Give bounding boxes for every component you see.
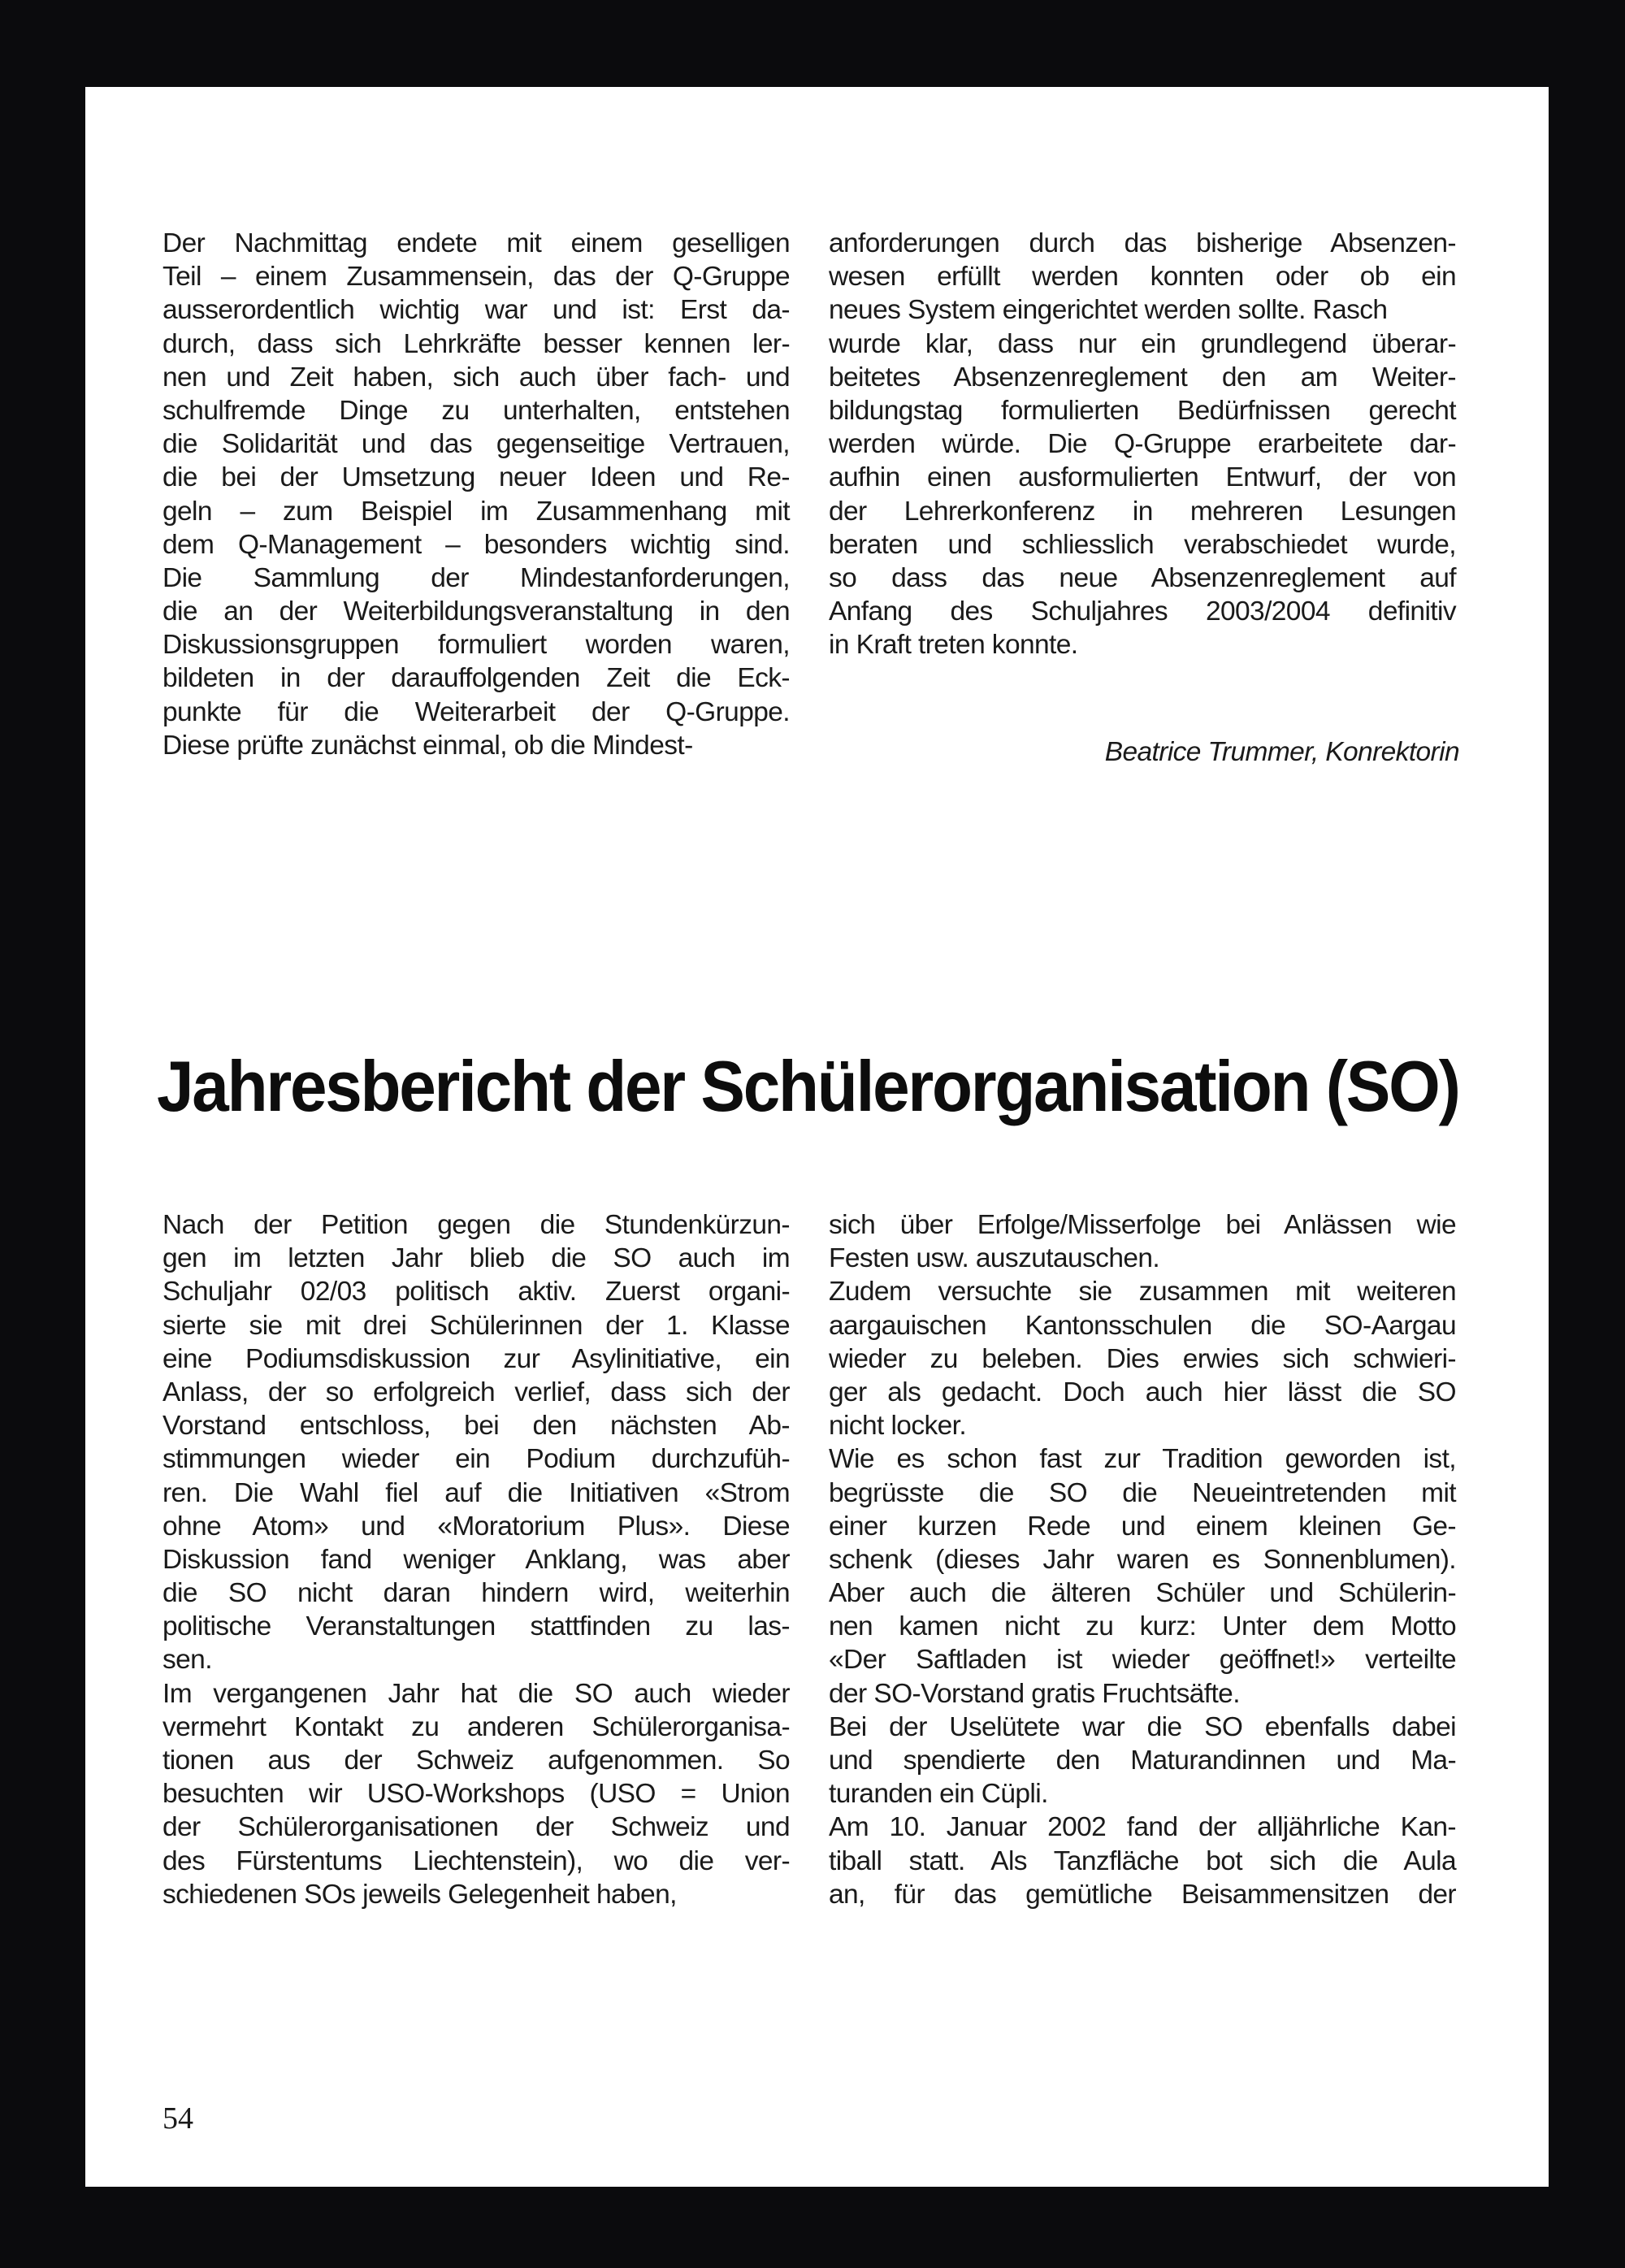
text-line: beitetes Absenzenreglement den am Weiter- (829, 362, 1456, 392)
text-line: wieder zu beleben. Dies erwies sich schwieri- (829, 1343, 1456, 1374)
text-line: ohne Atom» und «Moratorium Plus». Diese (162, 1511, 790, 1542)
text-line: schulfremde Dinge zu unterhalten, entstehen (162, 395, 790, 426)
text-line: begrüsste die SO die Neueintretenden mit (829, 1477, 1456, 1508)
top-article-left-column (162, 227, 790, 762)
so-article-left-column (162, 1208, 790, 1911)
text-line: einer kurzen Rede und einem kleinen Ge- (829, 1511, 1456, 1542)
text-line: die bei der Umsetzung neuer Ideen und Re- (162, 462, 790, 493)
text-line: der SO-Vorstand gratis Fruchtsäfte. (829, 1678, 1240, 1709)
text-line: Schuljahr 02/03 politisch aktiv. Zuerst organi- (162, 1277, 790, 1307)
text-line: sierte sie mit drei Schülerinnen der 1. Klasse (162, 1310, 790, 1341)
text-line: Aber auch die älteren Schüler und Schülerin- (829, 1578, 1456, 1609)
text-line: bildeten in der darauffolgenden Zeit die Eck- (162, 663, 790, 694)
text-line: nicht locker. (829, 1411, 967, 1442)
text-line: tionen aus der Schweiz aufgenommen. So (162, 1745, 790, 1776)
text-line: besuchten wir USO-Workshops (USO = Union (162, 1779, 790, 1810)
text-line: durch, dass sich Lehrkräfte besser kennen ler- (162, 328, 790, 359)
text-line: neues System eingerichtet werden sollte. Rasch (829, 295, 1388, 326)
section-title: Jahresbericht der Schülerorganisation (SO) (157, 1045, 1459, 1126)
text-line: schiedenen SOs jeweils Gelegenheit haben, (162, 1879, 677, 1910)
text-line: der Schülerorganisationen der Schweiz und (162, 1812, 790, 1843)
so-article-right-column (829, 1208, 1456, 1911)
text-line: beraten und schliesslich verabschiedet wurde, (829, 529, 1456, 560)
text-line: Am 10. Januar 2002 fand der alljährliche Kan- (829, 1812, 1456, 1843)
text-line: geln – zum Beispiel im Zusammenhang mit (162, 496, 790, 527)
text-line: Im vergangenen Jahr hat die SO auch wieder (162, 1678, 790, 1709)
top-article-right-column (829, 227, 1456, 661)
author-signature: Beatrice Trummer, Konrektorin (1104, 737, 1459, 767)
text-line: Diskussionsgruppen formuliert worden waren, (162, 630, 790, 661)
text-line: des Fürstentums Liechtenstein), wo die ver- (162, 1845, 790, 1876)
text-line: wurde klar, dass nur ein grundlegend überar- (829, 328, 1456, 359)
text-line: werden würde. Die Q-Gruppe erarbeitete dar- (829, 429, 1456, 460)
text-line: bildungstag formulierten Bedürfnissen gerecht (829, 395, 1456, 426)
text-line: der Lehrerkonferenz in mehreren Lesungen (829, 496, 1456, 527)
text-line: gen im letzten Jahr blieb die SO auch im (162, 1243, 790, 1274)
text-line: in Kraft treten konnte. (829, 630, 1078, 661)
text-line: aargauischen Kantonsschulen die SO-Aargau (829, 1310, 1456, 1341)
text-line: so dass das neue Absenzenreglement auf (829, 562, 1456, 593)
text-line: Anfang des Schuljahres 2003/2004 definitiv (829, 596, 1456, 627)
text-line: Festen usw. auszutauschen. (829, 1243, 1160, 1274)
text-line: Diese prüfte zunächst einmal, ob die Mindest- (162, 730, 693, 761)
text-line: Bei der Uselütete war die SO ebenfalls dabei (829, 1711, 1456, 1742)
text-line: Anlass, der so erfolgreich verlief, dass sich der (162, 1377, 790, 1407)
text-line: eine Podiumsdiskussion zur Asylinitiative, ein (162, 1343, 790, 1374)
text-line: Der Nachmittag endete mit einem geselligen (162, 228, 790, 258)
page-number: 54 (162, 2101, 193, 2136)
text-line: ger als gedacht. Doch auch hier lässt die SO (829, 1377, 1456, 1407)
text-line: und spendierte den Maturandinnen und Ma- (829, 1745, 1456, 1776)
text-line: anforderungen durch das bisherige Absenzen- (829, 228, 1456, 258)
text-line: die SO nicht daran hindern wird, weiterhin (162, 1578, 790, 1609)
text-line: Teil – einem Zusammensein, das der Q-Gruppe (162, 262, 790, 293)
text-line: ausserordentlich wichtig war und ist: Erst da- (162, 295, 790, 326)
text-line: aufhin einen ausformulierten Entwurf, der von (829, 462, 1456, 493)
text-line: nen kamen nicht zu kurz: Unter dem Motto (829, 1611, 1456, 1642)
text-line: tiball statt. Als Tanzfläche bot sich die Aula (829, 1845, 1456, 1876)
text-line: Vorstand entschloss, bei den nächsten Ab- (162, 1411, 790, 1442)
text-line: sen. (162, 1645, 212, 1676)
text-line: Diskussion fand weniger Anklang, was aber (162, 1544, 790, 1575)
text-line: wesen erfüllt werden konnten oder ob ein (829, 262, 1456, 293)
text-line: Die Sammlung der Mindestanforderungen, (162, 562, 790, 593)
text-line: stimmungen wieder ein Podium durchzufüh- (162, 1444, 790, 1475)
text-line: punkte für die Weiterarbeit der Q-Gruppe. (162, 696, 790, 727)
text-line: vermehrt Kontakt zu anderen Schülerorganisa- (162, 1711, 790, 1742)
text-line: Zudem versuchte sie zusammen mit weiteren (829, 1277, 1456, 1307)
text-line: politische Veranstaltungen stattfinden zu las- (162, 1611, 790, 1642)
text-line: «Der Saftladen ist wieder geöffnet!» verteilte (829, 1645, 1456, 1676)
text-line: sich über Erfolge/Misserfolge bei Anlässen wie (829, 1210, 1456, 1240)
text-line: an, für das gemütliche Beisammensitzen der (829, 1879, 1456, 1910)
text-line: Nach der Petition gegen die Stundenkürzun- (162, 1210, 790, 1240)
text-line: schenk (dieses Jahr waren es Sonnenblumen). (829, 1544, 1456, 1575)
text-line: nen und Zeit haben, sich auch über fach- und (162, 362, 790, 392)
document-page (85, 87, 1549, 2187)
text-line: die Solidarität und das gegenseitige Vertrauen, (162, 429, 790, 460)
text-line: ren. Die Wahl fiel auf die Initiativen «Strom (162, 1477, 790, 1508)
text-line: Wie es schon fast zur Tradition geworden ist, (829, 1444, 1456, 1475)
text-line: turanden ein Cüpli. (829, 1779, 1048, 1810)
text-line: dem Q-Management – besonders wichtig sind. (162, 529, 790, 560)
text-line: die an der Weiterbildungsveranstaltung in den (162, 596, 790, 627)
